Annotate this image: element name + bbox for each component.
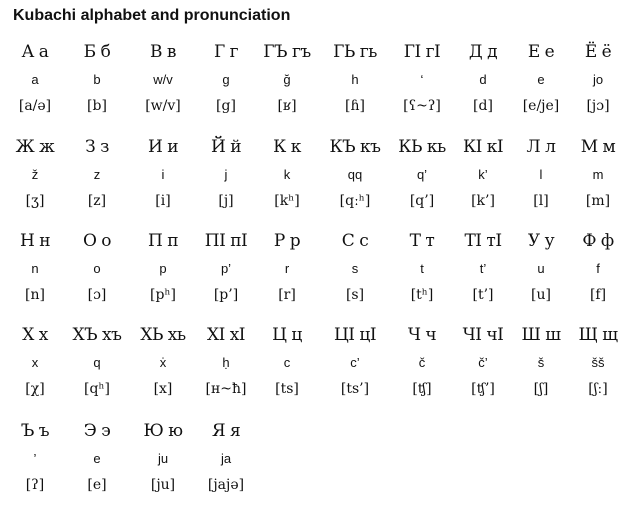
page-title: Kubachi alphabet and pronunciation xyxy=(13,7,291,24)
latin-transliteration: m xyxy=(592,167,604,182)
cyrillic-letter: Ъ ъ xyxy=(20,421,50,441)
ipa-pronunciation: [ʧ] xyxy=(412,381,432,397)
ipa-pronunciation: [s] xyxy=(345,287,365,303)
cyrillic-letter: Е е xyxy=(527,42,555,62)
latin-transliteration: šš xyxy=(591,355,605,370)
latin-transliteration: ğ xyxy=(283,72,291,87)
cyrillic-letter: Т т xyxy=(409,231,435,251)
ipa-pronunciation: [n] xyxy=(25,287,45,303)
latin-transliteration: f xyxy=(596,261,600,276)
cyrillic-letter: С с xyxy=(341,231,369,251)
ipa-pronunciation: [f] xyxy=(589,287,607,303)
cyrillic-letter: А а xyxy=(21,42,49,62)
latin-transliteration: j xyxy=(224,167,228,182)
latin-transliteration: č’ xyxy=(478,355,488,370)
ipa-pronunciation: [w/v] xyxy=(145,98,181,114)
cyrillic-letter: КЬ кь xyxy=(398,137,446,157)
cyrillic-letter: ГI гI xyxy=(403,42,441,62)
cyrillic-letter: ХЬ хь xyxy=(140,325,186,345)
ipa-pronunciation: [a/ə] xyxy=(18,98,52,114)
cyrillic-letter: ПI пI xyxy=(204,231,248,251)
cyrillic-letter: КЪ къ xyxy=(329,137,381,157)
ipa-pronunciation: [k’] xyxy=(471,193,495,209)
cyrillic-letter: Ф ф xyxy=(582,231,614,251)
cyrillic-letter: Й й xyxy=(210,137,242,157)
ipa-pronunciation: [q’] xyxy=(409,193,435,209)
latin-transliteration: ž xyxy=(31,167,39,182)
latin-transliteration: e xyxy=(93,451,101,466)
cyrillic-letter: КI кI xyxy=(462,137,504,157)
latin-transliteration: k xyxy=(283,167,291,182)
latin-transliteration: p xyxy=(159,261,167,276)
cyrillic-letter: И и xyxy=(147,137,179,157)
latin-transliteration: o xyxy=(93,261,101,276)
cyrillic-letter: З з xyxy=(85,137,109,157)
ipa-pronunciation: [tʰ] xyxy=(410,287,434,303)
ipa-pronunciation: [e] xyxy=(87,477,107,493)
latin-transliteration: r xyxy=(284,261,290,276)
cyrillic-letter: Ш ш xyxy=(521,325,561,345)
cyrillic-letter: О о xyxy=(82,231,112,251)
cyrillic-letter: Щ щ xyxy=(578,325,618,345)
latin-transliteration: ’ xyxy=(33,451,37,466)
ipa-pronunciation: [j] xyxy=(218,193,234,209)
latin-transliteration: ‘ xyxy=(420,72,424,87)
ipa-pronunciation: [ts] xyxy=(275,381,299,397)
latin-transliteration: s xyxy=(351,261,359,276)
cyrillic-letter: Ю ю xyxy=(143,421,183,441)
ipa-pronunciation: [p’] xyxy=(213,287,239,303)
latin-transliteration: e xyxy=(537,72,545,87)
latin-transliteration: š xyxy=(537,355,545,370)
latin-transliteration: k’ xyxy=(478,167,488,182)
latin-transliteration: g xyxy=(222,72,230,87)
cyrillic-letter: ХI хI xyxy=(206,325,246,345)
cyrillic-letter: Р р xyxy=(273,231,301,251)
latin-transliteration: i xyxy=(161,167,165,182)
cyrillic-letter: ТI тI xyxy=(464,231,502,251)
cyrillic-letter: Л л xyxy=(526,137,556,157)
cyrillic-letter: Х х xyxy=(22,325,48,345)
cyrillic-letter: Ё ё xyxy=(584,42,612,62)
cyrillic-letter: П п xyxy=(147,231,179,251)
latin-transliteration: z xyxy=(93,167,101,182)
latin-transliteration: ja xyxy=(220,451,232,466)
ipa-pronunciation: [ɔ] xyxy=(87,287,107,303)
cyrillic-letter: У у xyxy=(527,231,555,251)
ipa-pronunciation: [qʰ] xyxy=(84,381,110,397)
ipa-pronunciation: [ʃː] xyxy=(588,381,608,397)
latin-transliteration: q’ xyxy=(416,167,428,182)
ipa-pronunciation: [r] xyxy=(278,287,296,303)
ipa-pronunciation: [ʁ] xyxy=(277,98,297,114)
cyrillic-letter: Н н xyxy=(19,231,51,251)
ipa-pronunciation: [ts’] xyxy=(340,381,370,397)
ipa-pronunciation: [g] xyxy=(216,98,236,114)
ipa-pronunciation: [ʕ~ʔ] xyxy=(403,98,441,114)
ipa-pronunciation: [b] xyxy=(87,98,107,114)
ipa-pronunciation: [χ] xyxy=(25,381,45,397)
ipa-pronunciation: [pʰ] xyxy=(150,287,176,303)
ipa-pronunciation: [i] xyxy=(155,193,171,209)
latin-transliteration: ẋ xyxy=(159,355,167,370)
latin-transliteration: ju xyxy=(157,451,169,466)
latin-transliteration: u xyxy=(537,261,545,276)
cyrillic-letter: К к xyxy=(273,137,301,157)
latin-transliteration: č xyxy=(418,355,426,370)
ipa-pronunciation: [l] xyxy=(533,193,549,209)
latin-transliteration: h xyxy=(351,72,359,87)
cyrillic-letter: ГЬ гь xyxy=(333,42,377,62)
cyrillic-letter: Ж ж xyxy=(15,137,55,157)
ipa-pronunciation: [jɔ] xyxy=(586,98,610,114)
ipa-pronunciation: [ɦ] xyxy=(345,98,365,114)
cyrillic-letter: Д д xyxy=(468,42,498,62)
latin-transliteration: x xyxy=(31,355,39,370)
latin-transliteration: c xyxy=(283,355,291,370)
latin-transliteration: t xyxy=(420,261,424,276)
cyrillic-letter: ЦI цI xyxy=(333,325,377,345)
latin-transliteration: d xyxy=(479,72,487,87)
ipa-pronunciation: [jajə] xyxy=(207,477,245,493)
cyrillic-letter: Ц ц xyxy=(272,325,302,345)
ipa-pronunciation: [t’] xyxy=(472,287,494,303)
latin-transliteration: q xyxy=(93,355,101,370)
ipa-pronunciation: [kʰ] xyxy=(274,193,300,209)
cyrillic-letter: ХЪ хъ xyxy=(72,325,122,345)
latin-transliteration: a xyxy=(31,72,39,87)
ipa-pronunciation: [qːʰ] xyxy=(339,193,371,209)
ipa-pronunciation: [ʔ] xyxy=(25,477,45,493)
latin-transliteration: qq xyxy=(347,167,363,182)
latin-transliteration: t’ xyxy=(479,261,487,276)
latin-transliteration: c’ xyxy=(350,355,360,370)
ipa-pronunciation: [ʧ’] xyxy=(471,381,495,397)
cyrillic-letter: ЧI чI xyxy=(462,325,504,345)
cyrillic-letter: Я я xyxy=(211,421,241,441)
ipa-pronunciation: [ju] xyxy=(150,477,176,493)
cyrillic-letter: Э э xyxy=(83,421,111,441)
ipa-pronunciation: [u] xyxy=(531,287,551,303)
cyrillic-letter: М м xyxy=(580,137,616,157)
ipa-pronunciation: [ʜ~ħ] xyxy=(205,381,247,397)
cyrillic-letter: Ч ч xyxy=(407,325,437,345)
latin-transliteration: n xyxy=(31,261,39,276)
cyrillic-letter: Б б xyxy=(83,42,111,62)
ipa-pronunciation: [z] xyxy=(87,193,107,209)
latin-transliteration: l xyxy=(539,167,543,182)
ipa-pronunciation: [ʃ] xyxy=(533,381,549,397)
cyrillic-letter: Г г xyxy=(213,42,239,62)
latin-transliteration: b xyxy=(93,72,101,87)
ipa-pronunciation: [m] xyxy=(585,193,611,209)
ipa-pronunciation: [ʒ] xyxy=(25,193,45,209)
latin-transliteration: w/v xyxy=(153,72,173,87)
latin-transliteration: ḥ xyxy=(222,355,230,370)
latin-transliteration: jo xyxy=(592,72,604,87)
ipa-pronunciation: [d] xyxy=(473,98,493,114)
ipa-pronunciation: [e/je] xyxy=(522,98,560,114)
cyrillic-letter: ГЪ гъ xyxy=(263,42,311,62)
latin-transliteration: p’ xyxy=(220,261,232,276)
cyrillic-letter: В в xyxy=(150,42,176,62)
ipa-pronunciation: [x] xyxy=(153,381,173,397)
